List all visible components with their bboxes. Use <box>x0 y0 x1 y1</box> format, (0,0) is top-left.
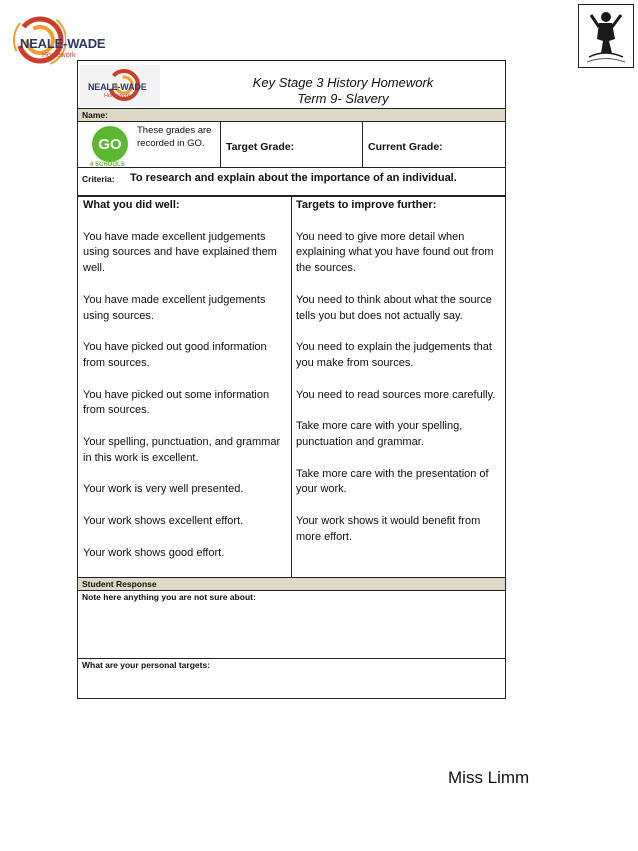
grades-note: These grades are recorded in GO. <box>137 125 212 149</box>
did-well-item: Your work shows good effort. <box>83 546 225 559</box>
header-logo-text: NEALE-WADE <box>88 82 147 92</box>
did-well-list <box>83 230 287 562</box>
name-row <box>78 108 505 121</box>
go-badge-text: GO <box>98 135 122 153</box>
target-item: Take more care with your spelling, punctuation and grammar. <box>296 420 463 448</box>
did-well-item: You have picked out good information from sources. <box>83 341 267 369</box>
target-item: You need to read sources more carefully. <box>296 388 496 401</box>
personal-targets-label: What are your personal targets: <box>82 660 211 670</box>
school-logo-subtext: Homework <box>42 52 76 59</box>
seal-image <box>578 4 634 68</box>
did-well-item: Your work is very well presented. <box>83 483 244 496</box>
page-title: Key Stage 3 History Homework <box>252 75 434 90</box>
go-4-schools-logo <box>92 126 128 162</box>
did-well-column <box>83 198 287 577</box>
current-grade-label: Current Grade: <box>368 141 443 153</box>
target-grade-label: Target Grade: <box>226 141 295 153</box>
criteria-row <box>78 167 505 195</box>
feedback-table <box>78 195 505 577</box>
teacher-name: Miss Limm <box>448 768 530 787</box>
divider <box>362 122 363 167</box>
did-well-item: You have made excellent judgements using sources. <box>83 293 266 322</box>
column-divider <box>291 197 292 578</box>
kneeling-figure-seal-icon <box>579 5 632 66</box>
school-logo-text: NEALE-WADE <box>20 36 106 51</box>
target-item: Take more care with the presentation of your work. <box>296 467 489 496</box>
target-item: You need to explain the judgements that you make from sources. <box>296 341 492 369</box>
name-label: Name: <box>82 110 108 120</box>
did-well-item: You have picked out some information from sources. <box>83 388 270 417</box>
header <box>78 61 505 108</box>
unsure-row[interactable] <box>78 590 505 658</box>
go-badge-subtext: 4 SCHOOLS <box>90 162 125 168</box>
divider <box>220 122 221 167</box>
target-item: You need to think about what the source tells you but does not actually say. <box>296 293 492 322</box>
student-response-label: Student Response <box>82 579 157 589</box>
criteria-text: To research and explain about the importance of an individual. <box>130 172 457 184</box>
student-response-row <box>78 577 505 590</box>
unsure-label: Note here anything you are not sure about: <box>82 592 256 602</box>
targets-list <box>296 230 500 546</box>
target-item: You need to give more detail when explaining what you have found out from the sources. <box>296 230 494 275</box>
personal-targets-row[interactable] <box>78 658 505 698</box>
homework-sheet <box>77 60 506 699</box>
grades-row <box>78 121 505 167</box>
targets-heading: Targets to improve further: <box>296 199 437 211</box>
target-item: Your work shows it would benefit from more effort. <box>296 514 481 543</box>
page-subtitle: Term 9- Slavery <box>297 91 389 106</box>
did-well-heading: What you did well: <box>83 199 180 211</box>
criteria-label: Criteria: <box>82 174 115 184</box>
did-well-item: Your spelling, punctuation, and grammar in this work is excellent. <box>83 435 281 464</box>
targets-column <box>296 198 500 561</box>
header-logo-subtext: Homework <box>104 93 131 99</box>
did-well-item: Your work shows excellent effort. <box>83 514 244 527</box>
did-well-item: You have made excellent judgements using sources and have explained them well. <box>83 230 277 275</box>
